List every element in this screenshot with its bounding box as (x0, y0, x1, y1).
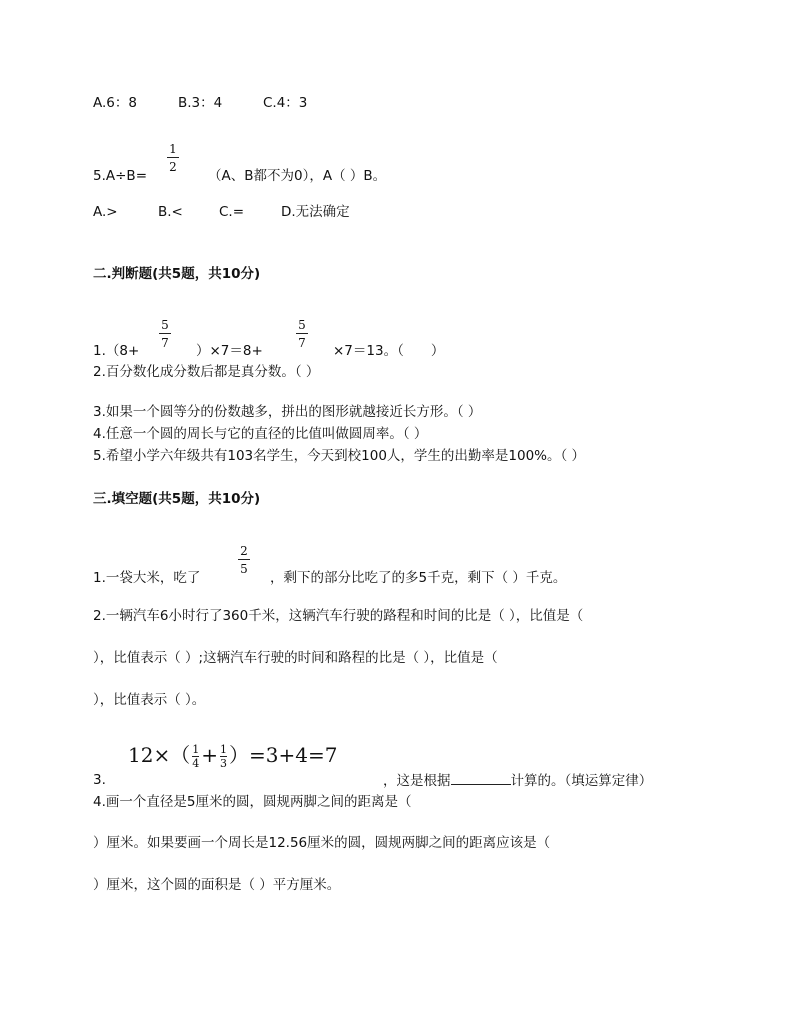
s3-q2-line-2: ），比值表示（ ）;这辆汽车行驶的时间和路程的比是（ ），比值是（ (93, 650, 498, 666)
q5-option-d: D.无法确定 (281, 204, 350, 220)
s3-q3-formula (128, 744, 337, 769)
q5-option-c: C.= (219, 204, 245, 220)
s2-q3: 3.如果一个圆等分的份数越多，拼出的图形就越接近长方形。（ ） (93, 404, 482, 420)
s3-q3-suffix-before: ，这是根据 (383, 773, 451, 789)
s3-q1-prefix: 1.一袋大米，吃了 (93, 570, 201, 586)
formula-left: 12×（ (128, 743, 191, 767)
q5-prefix: 5.A÷B= (93, 168, 147, 184)
q5-fraction (165, 143, 181, 173)
option-c: C.4：3 (263, 95, 308, 111)
s3-q2-line-1: 2.一辆汽车6小时行了360千米，这辆汽车行驶的路程和时间的比是（ ），比值是（ (93, 608, 584, 624)
s3-q2-line-3: ），比值表示（ ）。 (93, 692, 206, 708)
s3-q3-suffix-after: 计算的。（填运算定律） (510, 773, 653, 789)
s2-q1-fraction-2 (294, 319, 310, 349)
section-3-title: 三.填空题(共5题，共10分) (93, 491, 261, 507)
s2-q1-fraction-1 (157, 319, 173, 349)
s3-q1-fraction (236, 545, 252, 575)
answer-blank[interactable] (451, 772, 511, 785)
fraction-denominator: 7 (298, 336, 306, 350)
fraction-denominator: 4 (192, 757, 200, 770)
fraction-denominator: 7 (161, 336, 169, 350)
s3-q3-suffix (383, 772, 652, 789)
formula-right: ）=3+4=7 (228, 743, 338, 767)
s3-q1-suffix: ，剩下的部分比吃了的多5千克，剩下（ ）千克。 (270, 570, 567, 586)
s2-q1-prefix: 1.（8+ (93, 343, 140, 359)
section-2-title: 二.判断题(共5题，共10分) (93, 266, 261, 282)
option-a: A.6：8 (93, 95, 137, 111)
fraction-numerator: 1 (192, 743, 200, 756)
s2-q2: 2.百分数化成分数后都是真分数。（ ） (93, 364, 320, 380)
q5-option-a: A.> (93, 204, 118, 220)
formula-plus: + (201, 743, 218, 767)
fraction-numerator: 5 (298, 318, 306, 332)
fraction-denominator: 5 (240, 562, 248, 576)
fraction-denominator: 2 (169, 160, 177, 174)
fraction-numerator: 1 (219, 743, 227, 756)
fraction-numerator: 2 (240, 544, 248, 558)
s3-q4-line-2: ）厘米。如果要画一个周长是12.56厘米的圆，圆规两脚之间的距离应该是（ (93, 835, 551, 851)
fraction-denominator: 3 (219, 757, 227, 770)
s2-q4: 4.任意一个圆的周长与它的直径的比值叫做圆周率。（ ） (93, 426, 428, 442)
formula-fraction-1 (192, 744, 199, 769)
s3-q4-line-1: 4.画一个直径是5厘米的圆，圆规两脚之间的距离是（ (93, 794, 412, 810)
s2-q1-suffix: ×7＝13。（ ） (333, 343, 445, 359)
s2-q1-middle: ）×7＝8+ (196, 343, 263, 359)
s3-q3-number: 3. (93, 772, 106, 788)
fraction-numerator: 1 (169, 142, 177, 156)
q5-suffix: （A、B都不为0），A（ ）B。 (208, 168, 387, 184)
fraction-numerator: 5 (161, 318, 169, 332)
s3-q4-line-3: ）厘米，这个圆的面积是（ ）平方厘米。 (93, 877, 341, 893)
formula-fraction-2 (220, 744, 227, 769)
option-b: B.3：4 (178, 95, 223, 111)
q5-option-b: B.< (158, 204, 183, 220)
s2-q5: 5.希望小学六年级共有103名学生，今天到校100人，学生的出勤率是100%。（ ） (93, 448, 586, 464)
